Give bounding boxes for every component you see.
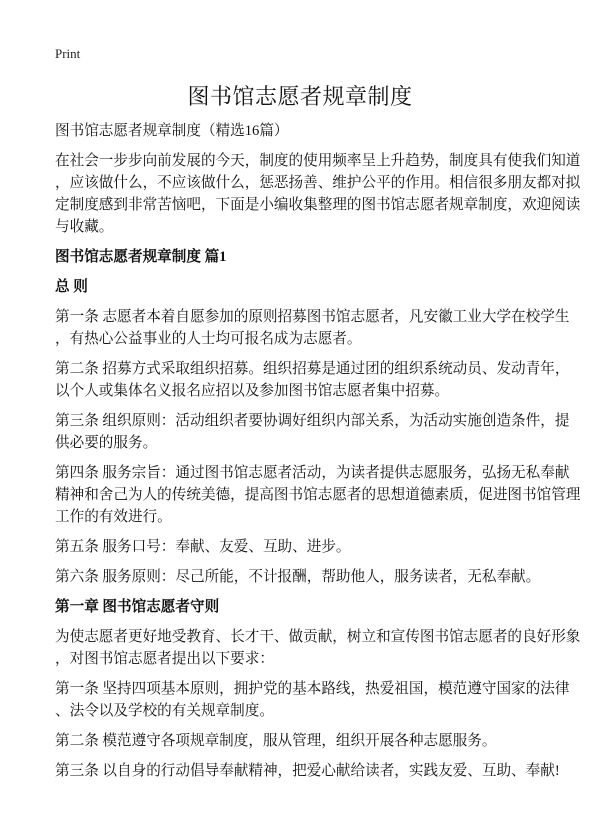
text-line: 、法令以及学校的有关规章制度。 (55, 703, 274, 719)
paragraph (55, 536, 555, 558)
paragraph (55, 120, 555, 142)
document-body (55, 120, 581, 790)
text-line: 在社会一步步向前发展的今天，制度的使用频率呈上升趋势，制度具有使我们知道 (55, 153, 581, 169)
text-line: ，对图书馆志愿者提出以下要求： (55, 651, 274, 667)
paragraph (55, 150, 581, 238)
text-line: 第五条 服务口号：奉献、友爱、互助、进步。 (55, 539, 351, 555)
page-title: 图书馆志愿者规章制度 (187, 85, 413, 110)
text-line: ，有热心公益事业的人士均可报名成为志愿者。 (55, 331, 362, 347)
paragraph (55, 760, 560, 782)
section-heading (55, 246, 555, 268)
text-line: 总 则 (55, 279, 88, 295)
text-line: 第一章 图书馆志愿者守则 (55, 599, 220, 615)
text-line: 第二条 招募方式采取组织招募。组织招募是通过团的组织系统动员、发动青年， (55, 361, 570, 377)
paragraph (55, 678, 570, 722)
text-line: 第二条 模范遵守各项规章制度，服从管理，组织开展各种志愿服务。 (55, 733, 497, 749)
section-heading (55, 276, 555, 298)
paragraph (55, 566, 555, 588)
text-line: 第三条 组织原则：活动组织者要协调好组织内部关系，为活动实施创造条件，提 (55, 413, 570, 429)
paragraph (55, 358, 570, 402)
section-heading (55, 596, 555, 618)
paragraph (55, 410, 570, 454)
paragraph (55, 626, 581, 670)
text-line: 精神和舍己为人的传统美德，提高图书馆志愿者的思想道德素质，促进图书馆管理 (55, 487, 581, 503)
text-line: 第一条 坚持四项基本原则，拥护党的基本路线，热爱祖国，模范遵守国家的法律 (55, 681, 570, 697)
text-line: ，应该做什么，不应该做什么，惩恶扬善、维护公平的作用。相信很多朋友都对拟 (55, 175, 581, 191)
text-line: 定制度感到非常苦恼吧，下面是小编收集整理的图书馆志愿者规章制度，欢迎阅读 (55, 197, 581, 213)
text-line: 图书馆志愿者规章制度 篇1 (55, 249, 227, 265)
print-link[interactable]: Print (55, 46, 81, 61)
text-line: 第四条 服务宗旨：通过图书馆志愿者活动，为读者提供志愿服务，弘扬无私奉献 (55, 465, 570, 481)
text-line: 工作的有效进行。 (55, 509, 172, 525)
text-line: 第一条 志愿者本着自愿参加的原则招募图书馆志愿者，凡安徽工业大学在校学生 (55, 309, 570, 325)
paragraph (55, 730, 555, 752)
text-line: 为使志愿者更好地受教育、长才干、做贡献，树立和宣传图书馆志愿者的良好形象 (55, 629, 581, 645)
text-line: 图书馆志愿者规章制度（精选16篇） (55, 123, 289, 139)
text-line: 第三条 以自身的行动倡导奉献精神，把爱心献给读者，实践友爱、互助、奉献! (55, 763, 560, 779)
text-line: 第六条 服务原则：尽己所能，不计报酬，帮助他人，服务读者，无私奉献。 (55, 569, 541, 585)
text-line: 以个人或集体名义报名应招以及参加图书馆志愿者集中招募。 (55, 383, 450, 399)
paragraph (55, 306, 570, 350)
text-line: 供必要的服务。 (55, 435, 158, 451)
text-line: 与收藏。 (55, 219, 114, 235)
paragraph (55, 462, 581, 528)
